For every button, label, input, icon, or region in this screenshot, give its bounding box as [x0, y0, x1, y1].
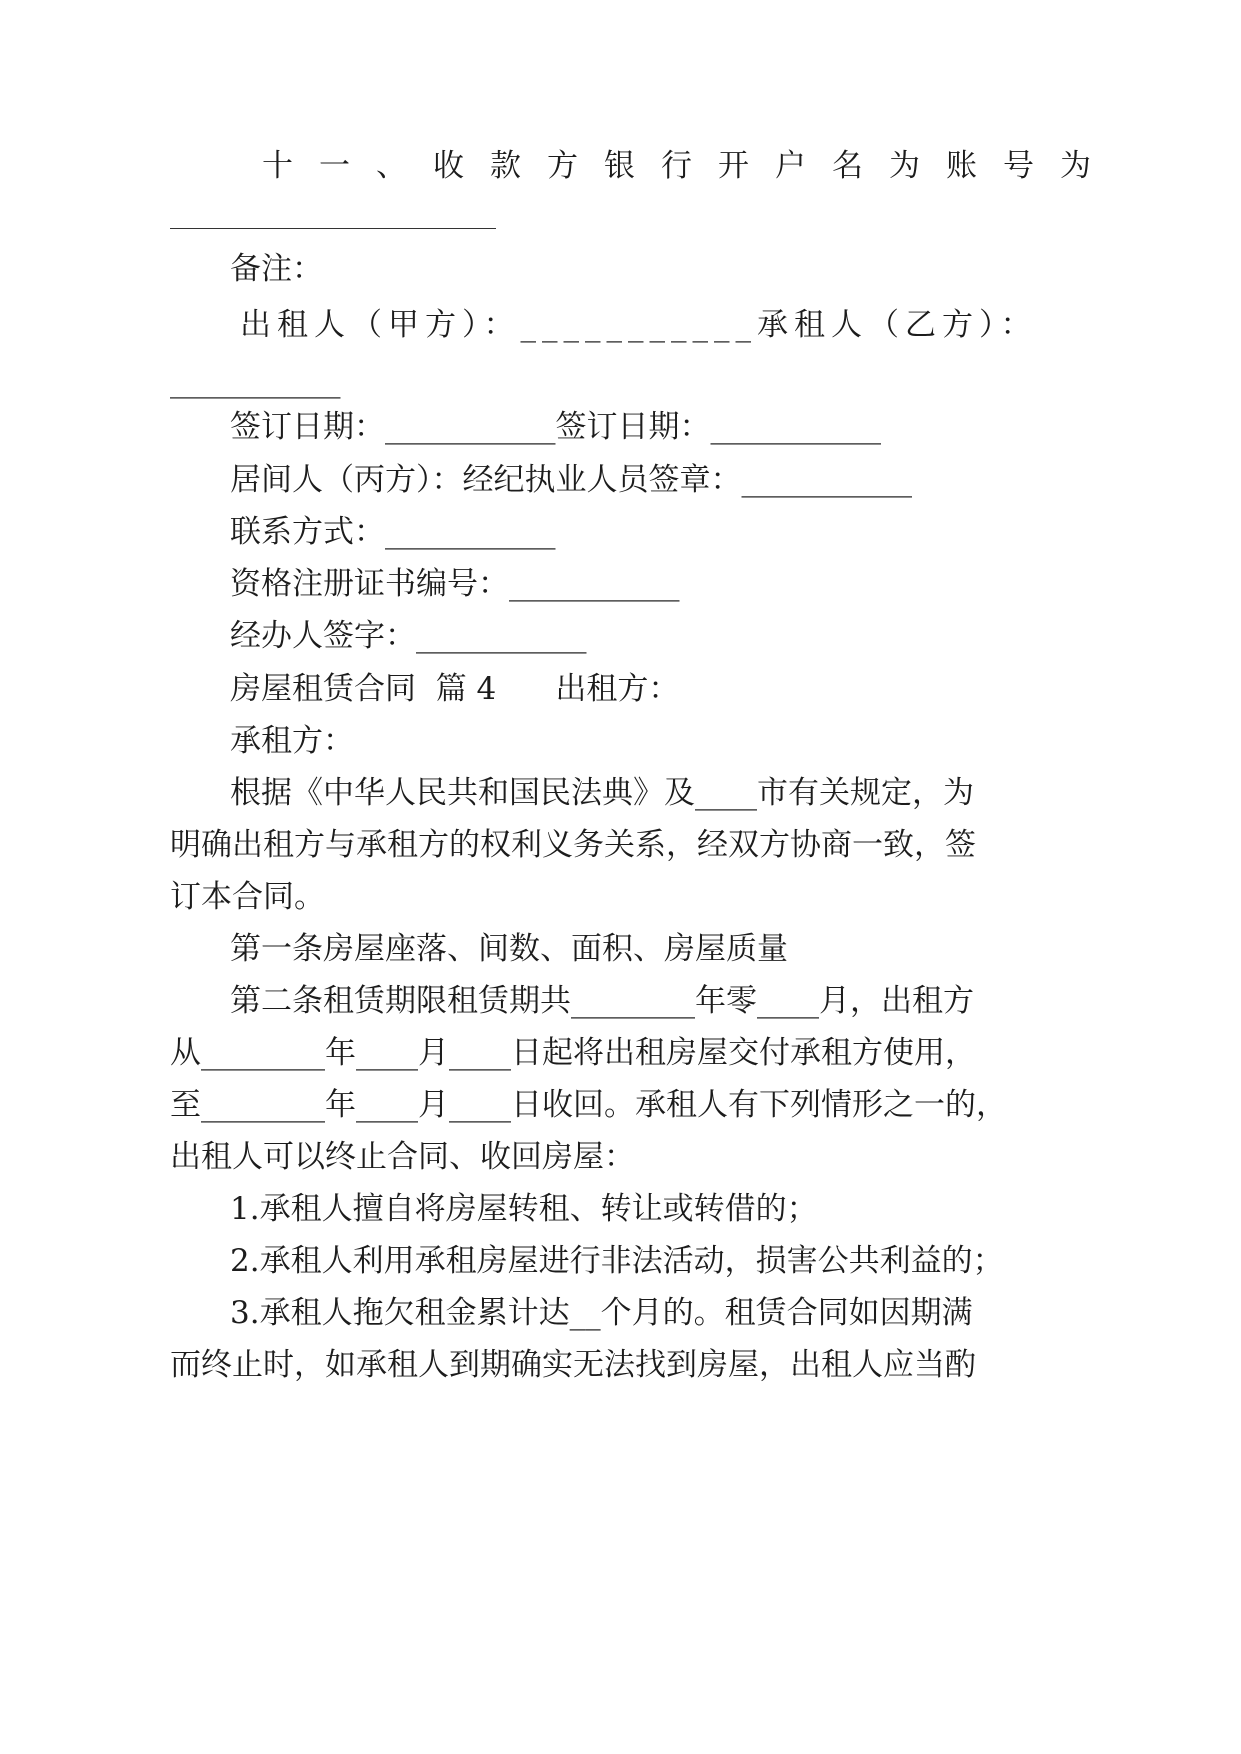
contract-preamble: 订本合同。 [170, 879, 325, 915]
contact-info: 联系方式：___________ [230, 514, 556, 550]
article-2: 从________年____月____日起将出租房屋交付承租方使用， [170, 1035, 976, 1071]
lessor-lessee-signature-line: 出租人（甲方）：___________承租人（乙方）： [240, 307, 1038, 343]
article-2: 出租人可以终止合同、收回房屋： [170, 1139, 635, 1175]
handler-signature: 经办人签字：___________ [230, 618, 587, 654]
qualification-certificate-number: 资格注册证书编号：___________ [230, 566, 680, 602]
contract-preamble: 明确出租方与承租方的权利义务关系，经双方协商一致，签 [170, 827, 976, 863]
termination-item-3: 3.承租人拖欠租金累计达__个月的。租赁合同如因期满 [230, 1295, 973, 1331]
contract-heading-lessor: 房屋租赁合同 篇 4 出租方： [230, 671, 680, 707]
signing-dates: 签订日期：___________签订日期：___________ [230, 409, 881, 445]
article-2: 第二条租赁期限租赁期共________年零____月，出租方 [230, 983, 974, 1019]
blank-line-account [170, 228, 496, 229]
article-2: 至________年____月____日收回。承租人有下列情形之一的， [170, 1087, 1007, 1123]
contract-preamble: 根据《中华人民共和国民法典》及____市有关规定，为 [230, 775, 974, 811]
termination-item-1: 1.承租人擅自将房屋转租、转让或转借的； [230, 1191, 818, 1227]
clause-11-bank-account: 十一、收款方银行开户名为账号为 [262, 148, 1117, 184]
termination-item-3: 而终止时，如承租人到期确实无法找到房屋，出租人应当酌 [170, 1347, 976, 1383]
lessee-label: 承租方： [230, 723, 354, 759]
intermediary-signature: 居间人（丙方）：经纪执业人员签章：___________ [230, 462, 912, 498]
termination-item-2: 2.承租人利用承租房屋进行非法活动，损害公共利益的； [230, 1243, 1004, 1279]
article-1: 第一条房屋座落、间数、面积、房屋质量 [230, 931, 788, 967]
lessee-blank: ___________ [170, 363, 341, 399]
remarks-label: 备注： [230, 251, 323, 287]
